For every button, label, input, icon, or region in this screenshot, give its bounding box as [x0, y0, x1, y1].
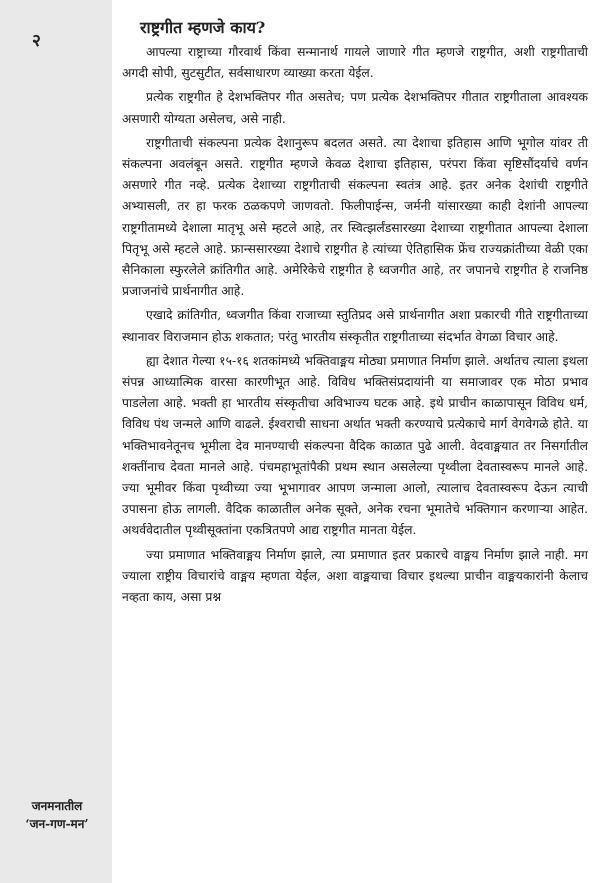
chapter-caption-line1: जनमनातील — [31, 799, 83, 813]
margin-sidebar — [0, 0, 112, 883]
paragraph: आपल्या राष्ट्राच्या गौरवार्थ किंवा सन्मानार्थ गायले जाणारे गीत म्हणजे राष्ट्रगीत, अशी राष्ट्रगीताची अगदी सोपी, सुटसुटीत, सर्वसाधारण व्याख्या करता येईल. — [122, 45, 588, 81]
chapter-caption — [8, 797, 106, 833]
paragraph: प्रत्येक राष्ट्रगीत हे देशभक्तिपर गीत असतेच; पण प्रत्येक देशभक्तिपर गीतात राष्ट्रगीताला आवश्यक असणारी योग्यता असेलच, असे नाही. — [122, 90, 588, 126]
paragraph: एखादे क्रांतिगीत, ध्वजगीत किंवा राजाच्या स्तुतिप्रद असे प्रार्थनागीत अशा प्रकारची गीते राष्ट्रगीताच्या स्थानावर विराजमान होऊ शकतात; परंतु भारतीय संस्कृतीत राष्ट्रगीताच्या संदर्भात वेगळा विचार आहे. — [122, 308, 588, 344]
paragraph: ज्या प्रमाणात भक्तिवाङ्मय निर्माण झाले, त्या प्रमाणात इतर प्रकारचे वाङ्मय निर्माण झाले नाही. मग ज्याला राष्ट्रीय विचारांचे वाङ्मय म्हणता येईल, अशा वाङ्मयाचा विचार इथल्या प्राचीन वाङ्मयकारांनी केलाच नव्हता काय, असा प्रश्न — [122, 547, 588, 605]
page-number: २ — [32, 31, 41, 51]
section-heading: राष्ट्रगीत म्हणजे काय? — [140, 18, 266, 37]
chapter-caption-line2: ‘जन-गण-मन’ — [25, 817, 89, 831]
paragraph: ह्या देशात गेल्या १५-१६ शतकांमध्ये भक्तिवाङ्मय मोठ्या प्रमाणात निर्माण झाले. अर्थातच त्याला इथला संपन्न आध्यात्मिक वारसा कारणीभूत आहे. विविध भक्तिसंप्रदायांनी या समाजावर एक मोठा प्रभाव पाडलेला आहे. भक्ती हा भारतीय संस्कृतीचा अविभाज्य घटक आहे. इथे प्राचीन काळापासून विविध धर्म, विविध पंथ जन्मले आणि वाढले. ईश्वराची साधना अर्थात भक्ती करण्याचे प्रत्येकाचे मार्ग वेगवेगळे होते. या भक्तिभावनेतूनच भूमीला देव मानण्याची संकल्पना वैदिक काळात पुढे आली. वेदवाङ्मयात तर निसर्गातील शक्तींनाच देवता मानले आहे. पंचमहाभूतांपैकी प्रथम स्थान असलेल्या पृथ्वीला देवतास्वरूप मानले आहे. ज्या भूमीवर किंवा पृथ्वीच्या ज्या भूभागावर आपण जन्माला आलो, त्यालाच देवतास्वरूप देऊन त्याची उपासना होऊ लागली. वैदिक काळातील अनेक सूक्ते, अनेक रचना भूमातेचे भक्तिगान करणाऱ्या आहेत. अथर्ववेदातील पृथ्वीसूक्तांना एकत्रितपणे आद्य राष्ट्रगीत मानता येईल. — [122, 353, 588, 538]
paragraph: राष्ट्रगीताची संकल्पना प्रत्येक देशानुरूप बदलत असते. त्या देशाचा इतिहास आणि भूगोल यांवर ती संकल्पना अवलंबून असते. राष्ट्रगीत म्हणजे केवळ देशाचा इतिहास, परंपरा किंवा सृष्टिसौंदर्याचे वर्णन असणारे गीत नव्हे. प्रत्येक देशाच्या राष्ट्रगीताची संकल्पना स्वतंत्र आहे. इतर अनेक देशांची राष्ट्रगीते अभ्यासली, तर हा फरक ठळकपणे जाणवतो. फिलीपाईन्स, जर्मनी यांसारख्या काही देशांनी आपल्या राष्ट्रगीतामध्ये देशाला मातृभू असे म्हटले आहे, तर स्वित्झर्लंडसारख्या देशाच्या राष्ट्रगीतात आपल्या देशाला पितृभू असे म्हटले आहे. फ्रान्ससारख्या देशाचे राष्ट्रगीत हे त्यांच्या ऐतिहासिक फ्रेंच राज्यक्रांतीच्या वेळी एका सैनिकाला स्फुरलेले क्रांतिगीत आहे. अमेरिकेचे राष्ट्रगीत हे ध्वजगीत आहे, तर जपानचे राष्ट्रगीत हे राजनिष्ठ प्रजाजनांचे प्रार्थनागीत आहे. — [122, 135, 588, 299]
body-text — [122, 42, 588, 611]
